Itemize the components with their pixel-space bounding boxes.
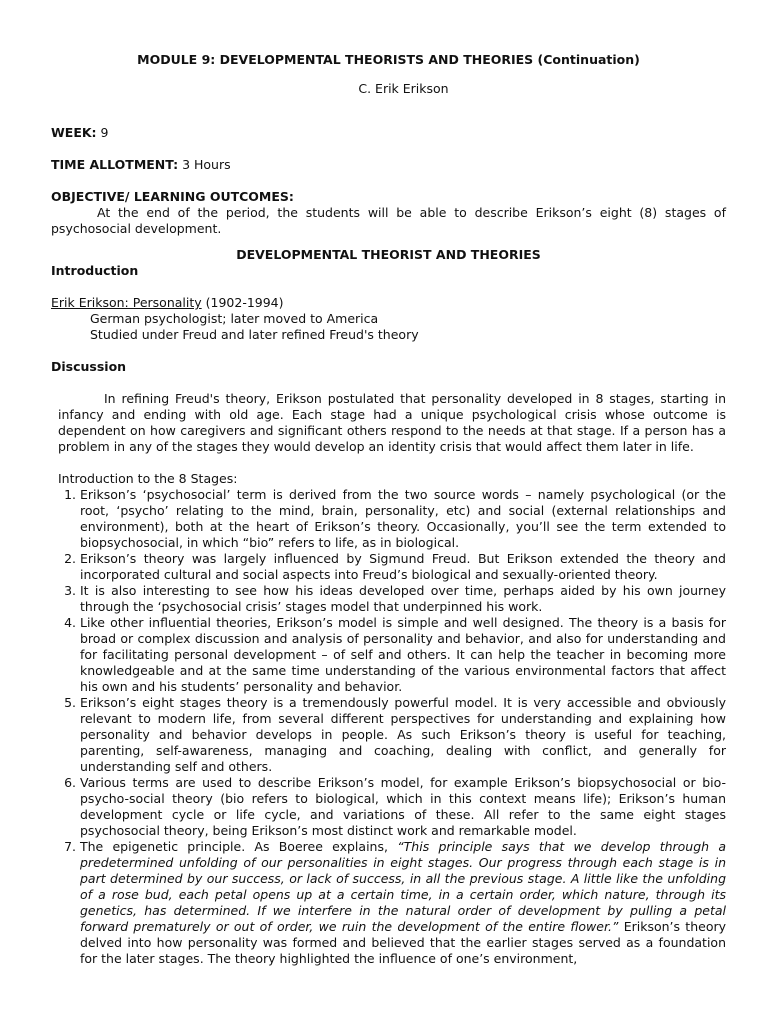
week-value: 9 [96,125,109,140]
introduction-label: Introduction [51,263,139,278]
intro-8-stages: Introduction to the 8 Stages: [58,471,238,486]
person-years: (1902-1994) [201,295,284,310]
week-label: WEEK: [51,125,97,140]
person-detail-1: German psychologist; later moved to America [90,311,379,326]
objective-text: At the end of the period, the students will be able to describe Erikson’s eight (8) stages of psychosocial development. [51,205,726,236]
list-item: 3. It is also interesting to see how his ideas developed over time, perhaps aided by his own journey through the ‘psychosocial crisis’ stages model that underpinned his work. [80,583,726,615]
week-line [51,125,726,141]
item7-quote: “This principle says that we develop through a predetermined unfolding of our personalities in eight stages. Our progress through each stage is in part determined by our success, or lack of success, in all the previous stage. A little like the unfolding of a rose bud, each petal opens up at a certain time, in a certain order, which nature, through its genetics, has determined. If we interfere in the natural order of development by pulling a petal forward prematurely or out of order, we ruin the development of the entire flower.” [80,839,726,934]
item7-lead: The epigenetic principle. As Boeree explains, [80,839,398,854]
list-item: 2. Erikson’s theory was largely influenced by Sigmund Freud. But Erikson extended the theory and incorporated cultural and social aspects into Freud’s biological and sexually-oriented theory. [80,551,726,583]
time-line [51,157,726,173]
list-item: 5. Erikson’s eight stages theory is a tremendously powerful model. It is very accessible and obviously relevant to modern life, from several different perspectives for understanding and explaining how personality and behavior develops in people. As such Erikson’s theory is useful for teaching, parenting, self-awareness, managing and coaching, dealing with conflict, and generally for understanding self and others. [80,695,726,775]
discussion-text: In refining Freud's theory, Erikson postulated that personality developed in 8 stages, starting in infancy and ending with old age. Each stage had a unique psychological crisis whose outcome is dependent on how caregivers and significant others respond to the needs at that stage. If a person has a problem in any of the stages they would develop an identity crisis that would affect them later in life. [58,391,726,454]
person-detail-2: Studied under Freud and later refined Freud's theory [90,327,419,342]
objective-label: OBJECTIVE/ LEARNING OUTCOMES: [51,189,294,204]
time-value: 3 Hours [178,157,231,172]
discussion-label: Discussion [51,359,127,374]
person-line [51,295,726,311]
module-subtitle: C. Erik Erikson [358,80,449,96]
stages-list [51,487,726,967]
list-item [80,839,726,967]
list-item: 6. Various terms are used to describe Erikson’s model, for example Erikson’s biopsychosocial or bio-psycho-social theory (bio refers to biological, which in this context means life); Erikson’s human development cycle or life cycle, and variations of these. All refer to the same eight stages psychosocial theory, being Erikson’s most distinct work and remarkable model. [80,775,726,839]
list-item: 4. Like other influential theories, Erikson’s model is simple and well designed. The theory is a basis for broad or complex discussion and analysis of personality and behavior, and also for understanding and for facilitating personal development – of self and others. It can help the teacher in becoming more knowledgeable and at the same time understanding of the various environmental factors that affect his own and his students’ personality and behavior. [80,615,726,695]
time-label: TIME ALLOTMENT: [51,157,179,172]
module-title: MODULE 9: DEVELOPMENTAL THEORISTS AND THEORIES (Continuation) [137,52,640,67]
item7-tail: Erikson’s theory delved into how personality was formed and believed that the earlier stages served as a foundation for the later stages. The theory highlighted the influence of one’s environment, [80,919,727,966]
list-item: 1. Erikson’s ‘psychosocial’ term is derived from the two source words – namely psychological (or the root, ‘psycho’ relating to the mind, brain, personality, etc) and social (external relationships and environment), both at the heart of Erikson’s theory. Occasionally, you’ll see the term extended to biopsychosocial, in which “bio” refers to life, as in biological. [80,487,726,551]
person-link[interactable]: Erik Erikson: Personality [51,295,202,310]
section-heading: DEVELOPMENTAL THEORIST AND THEORIES [236,247,541,262]
